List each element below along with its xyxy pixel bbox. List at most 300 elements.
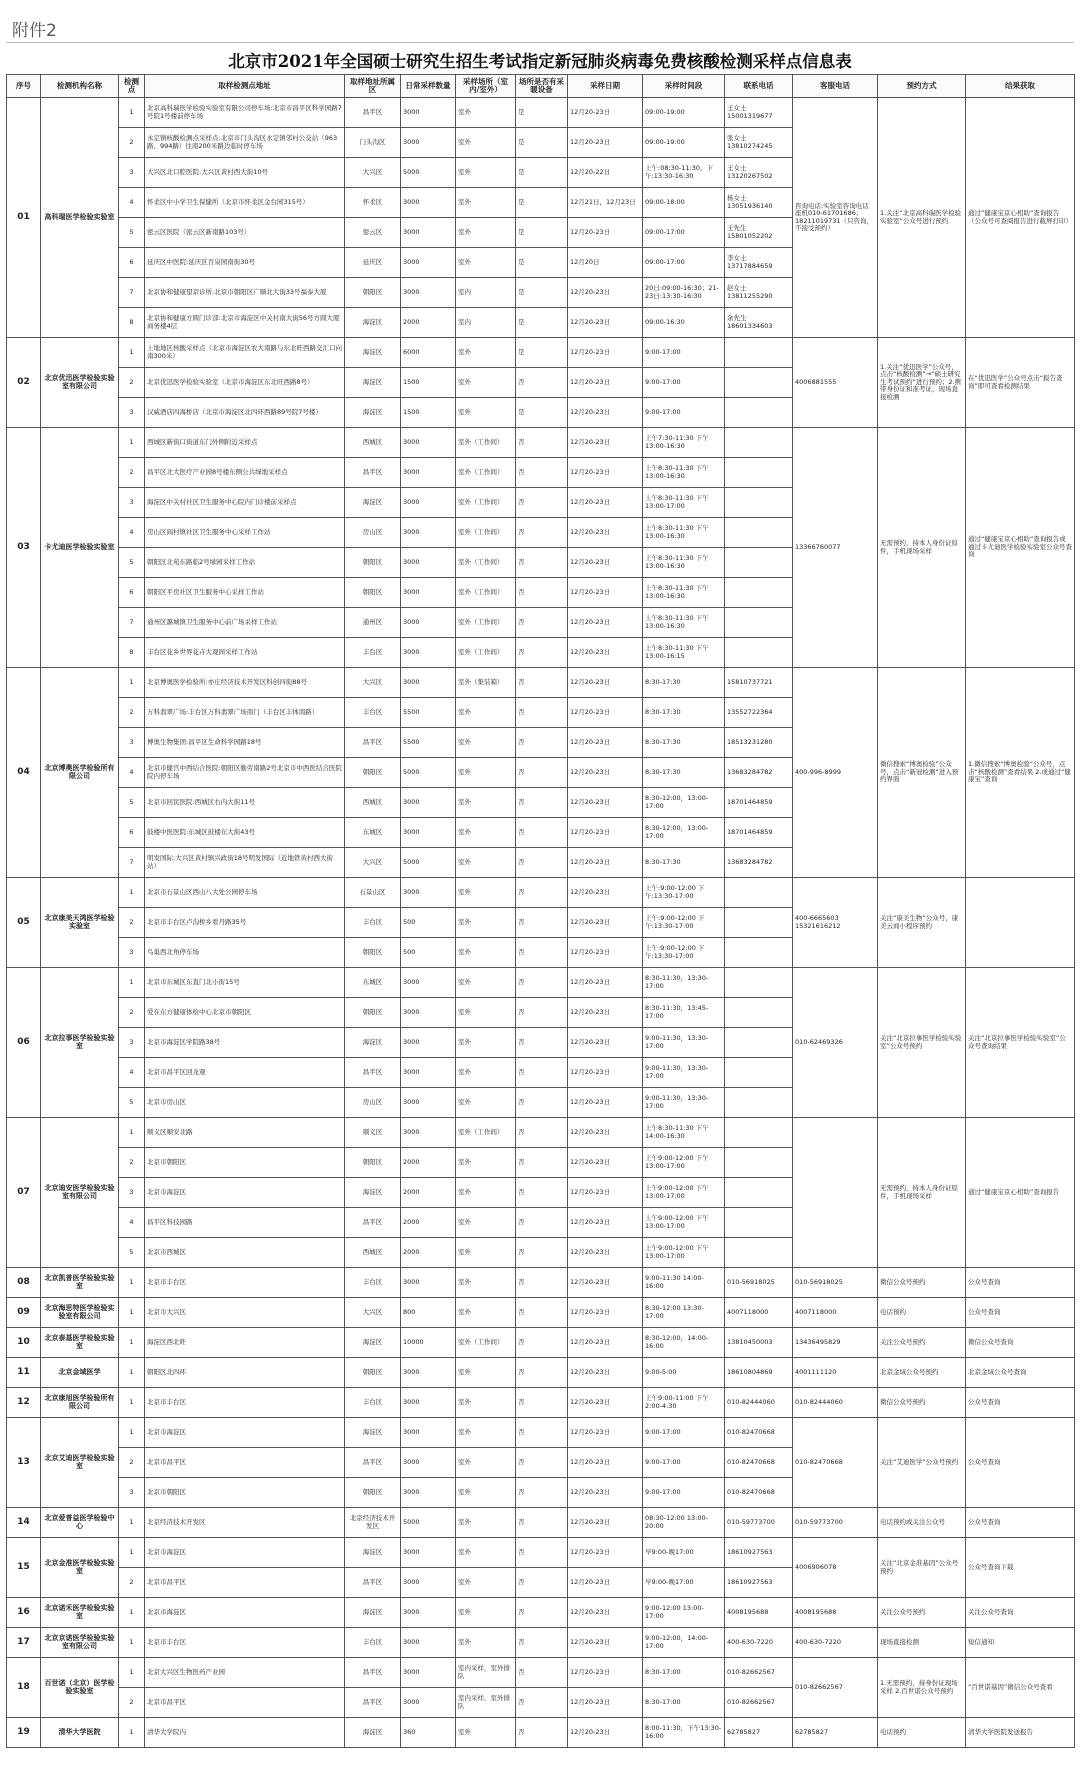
heating: 否 [516,548,568,578]
heating: 是 [516,98,568,128]
column-header: 取样地址所属区 [345,75,401,98]
sampling-place: 室外（工作间） [456,488,516,518]
service-hotline: 010-62469326 [793,968,878,1118]
daily-capacity: 3000 [401,1628,456,1658]
site-address: 北京市昌平区 [145,1688,345,1718]
institution-name: 百世诺（北京）医学检验实验室 [41,1658,119,1718]
daily-capacity: 3000 [401,968,456,998]
contact-phone [725,398,793,428]
table-row [7,1328,1075,1358]
heating: 是 [516,128,568,158]
service-hotline: 010-59773700 [793,1508,878,1538]
heating: 是 [516,158,568,188]
sampling-place: 室外（工作间） [456,458,516,488]
site-address: 房山区阎村镇社区卫生服务中心采样工作站 [145,518,345,548]
district: 丰台区 [345,1268,401,1298]
site-index: 3 [119,728,145,758]
contact-phone: 010-82470668 [725,1418,793,1448]
sampling-place: 室外 [456,218,516,248]
sampling-time: 9:00-5:00 [643,1358,725,1388]
site-address: 北京优迅医学检验实验室（北京市海淀区东北旺西路8号） [145,368,345,398]
sampling-place: 室外（工作间） [456,1328,516,1358]
sampling-time: 09:00-17:00 [643,248,725,278]
sampling-date: 12月20-23日 [568,1148,643,1178]
heating: 否 [516,1478,568,1508]
daily-capacity: 2000 [401,1238,456,1268]
service-hotline: 010-82470668 [793,1418,878,1508]
booking-method: 电话预约 [878,1718,966,1748]
district: 海淀区 [345,1598,401,1628]
sampling-date: 12月20-23日 [568,1118,643,1148]
sampling-time: 8:30-17:30 [643,668,725,698]
heating: 否 [516,458,568,488]
sampling-time: 9:00-17:00 [643,1448,725,1478]
sampling-date: 12月20-23日 [568,1298,643,1328]
service-hotline: 4007118000 [793,1298,878,1328]
group-number: 08 [7,1268,41,1298]
site-index: 4 [119,188,145,218]
district: 朝阳区 [345,1478,401,1508]
sampling-date: 12月20-22日 [568,158,643,188]
contact-phone: 王女士15001319677 [725,98,793,128]
sampling-date: 12月20-23日 [568,1508,643,1538]
district: 通州区 [345,608,401,638]
heating: 否 [516,998,568,1028]
sampling-time: 上午:9:00-12:00 下午:13:30-17:00 [643,908,725,938]
heating: 否 [516,1388,568,1418]
sampling-place: 室外 [456,1448,516,1478]
sampling-date: 12月20-23日 [568,1628,643,1658]
booking-method: 关注公众号预约 [878,1598,966,1628]
sampling-time: 09:00-18:00 [643,188,725,218]
column-header: 采样场所（室内/室外） [456,75,516,98]
table-row [7,668,1075,698]
site-address: 北京市昌平区 [145,1448,345,1478]
sampling-date: 12月20-23日 [568,368,643,398]
result-retrieval: 公众号查询 [966,1418,1075,1508]
daily-capacity: 3000 [401,1658,456,1688]
sampling-date: 12月20-23日 [568,218,643,248]
result-retrieval: 关注“北京拉事医学检验实验室”公众号查询结果 [966,968,1075,1118]
heating: 否 [516,608,568,638]
site-address: 延庆区中医院:延庆区百泉园南街30号 [145,248,345,278]
group-number: 05 [7,878,41,968]
site-index: 7 [119,848,145,878]
site-address: 北京高科瑞医学检验实验室有限公司停车场:北京市昌平区科学园路7号院1号楼前停车场 [145,98,345,128]
daily-capacity: 5000 [401,848,456,878]
result-retrieval: 北京金域公众号查询 [966,1358,1075,1388]
district: 密云区 [345,218,401,248]
district: 海淀区 [345,1178,401,1208]
sampling-date: 12月20-23日 [568,1718,643,1748]
heating: 否 [516,1148,568,1178]
sampling-time: 9:00-17:00 [643,1478,725,1508]
sampling-date: 12月20-23日 [568,878,643,908]
district: 昌平区 [345,1568,401,1598]
site-address: 北京市海淀区学院路38号 [145,1028,345,1058]
sampling-time: 上午9:00-12:00 下午13:00-17:00 [643,1148,725,1178]
heating: 是 [516,188,568,218]
daily-capacity: 3000 [401,128,456,158]
site-address: 西城区新街口街道东门外侧附近采样点 [145,428,345,458]
group-number: 16 [7,1598,41,1628]
site-address: 通州区潞城镇卫生服务中心前广场采样工作站 [145,608,345,638]
heating: 否 [516,1688,568,1718]
district: 朝阳区 [345,278,401,308]
sampling-place: 室外 [456,1358,516,1388]
sampling-date: 12月20-23日 [568,458,643,488]
service-hotline: 010-56918025 [793,1268,878,1298]
contact-phone: 010-56918025 [725,1268,793,1298]
sampling-time: 上午9:00-12:00 下午13:00-17:00 [643,1208,725,1238]
sampling-place: 室外（工作间） [456,578,516,608]
sampling-time: 上午8:30-11:30 下午13:00-16:30 [643,518,725,548]
service-hotline [793,1118,878,1268]
site-index: 1 [119,1658,145,1688]
district: 海淀区 [345,1028,401,1058]
group-number: 14 [7,1508,41,1538]
service-hotline: 13366760077 [793,428,878,668]
site-index: 2 [119,1148,145,1178]
contact-phone [725,608,793,638]
sampling-date: 12月20-23日 [568,968,643,998]
service-hotline: 62785827 [793,1718,878,1748]
site-index: 5 [119,218,145,248]
sampling-place: 室外 [456,908,516,938]
site-index: 5 [119,1088,145,1118]
sampling-date: 12月20-23日 [568,488,643,518]
contact-phone: 余先生18601334603 [725,308,793,338]
daily-capacity: 3000 [401,608,456,638]
sampling-place: 室外 [456,188,516,218]
contact-phone [725,1208,793,1238]
daily-capacity: 3000 [401,548,456,578]
sampling-time: 上午8:30-11:30 下午13:00-16:30 [643,548,725,578]
sampling-place: 室外 [456,1508,516,1538]
sampling-time: 上午7:30-11:30 下午13:00-16:30 [643,428,725,458]
sampling-time: 上午9:00-12:00 下午13:00-17:00 [643,1178,725,1208]
sampling-date: 12月20-23日 [568,1328,643,1358]
daily-capacity: 3000 [401,428,456,458]
heating: 是 [516,248,568,278]
sampling-time: 8:30-17:30 [643,758,725,788]
district: 海淀区 [345,488,401,518]
institution-name: 清华大学医院 [41,1718,119,1748]
sampling-time: 8:30-17:00 [643,1688,725,1718]
site-address: 怀柔区中小学卫生保健所（北京市怀柔区金台园315号） [145,188,345,218]
site-address: 朝阳区平房社区卫生服务中心采样工作站 [145,578,345,608]
institution-name: 北京拉事医学检验实验室 [41,968,119,1118]
district: 东城区 [345,818,401,848]
table-header-row [7,75,1075,98]
site-address: 北京市东城区东直门北小街15号 [145,968,345,998]
institution-name: 北京泰基医学检验实验室 [41,1328,119,1358]
contact-phone [725,998,793,1028]
sampling-date: 12月20-23日 [568,728,643,758]
site-address: 万科翡翠广场:丰台区万科翡翠广场南门（丰台区丰体南路） [145,698,345,728]
sampling-date: 12月20-23日 [568,788,643,818]
district: 丰台区 [345,908,401,938]
daily-capacity: 3000 [401,1388,456,1418]
sampling-date: 12月20-23日 [568,1058,643,1088]
contact-phone [725,1088,793,1118]
site-address: 上地地区核酸采样点（北京市海淀区农大南路与东北旺西路交汇口向南300米） [145,338,345,368]
site-address: 北京经济技术开发区 [145,1508,345,1538]
sampling-place: 室外 [456,788,516,818]
attachment-header [6,6,1074,43]
sampling-date: 12月20-23日 [568,278,643,308]
site-index: 8 [119,638,145,668]
sampling-time: 上午9:00-11:00 下午2:00-4:30 [643,1388,725,1418]
heating: 否 [516,488,568,518]
group-number: 02 [7,338,41,428]
sampling-time: 上午8:30-11:30 下午13:00-16:30 [643,578,725,608]
sampling-time: 9:00-12:00 13:00-17:00 [643,1598,725,1628]
daily-capacity: 1500 [401,398,456,428]
sampling-time: 9:00-11:30，13:30-17:00 [643,1028,725,1058]
daily-capacity: 3000 [401,1598,456,1628]
site-index: 3 [119,1478,145,1508]
sampling-place: 室外 [456,1718,516,1748]
booking-method: 无需预约，持本人身份证原件，手机现场采样 [878,1118,966,1268]
result-retrieval: 短信通知 [966,1628,1075,1658]
sampling-place: 室外 [456,1598,516,1628]
site-index: 1 [119,1358,145,1388]
booking-method: 微信公众号预约 [878,1388,966,1418]
contact-phone [725,908,793,938]
district: 海淀区 [345,1328,401,1358]
column-header: 检测点 [119,75,145,98]
sampling-time: 上午:08:30-11:30，下午:13:30-16:30 [643,158,725,188]
service-hotline: 010-82662567 [793,1658,878,1718]
contact-phone: 18701464859 [725,788,793,818]
sampling-date: 12月20-23日 [568,1538,643,1568]
district: 西城区 [345,428,401,458]
sampling-time: 8:30-12:00，13:00-17:00 [643,818,725,848]
group-number: 12 [7,1388,41,1418]
district: 延庆区 [345,248,401,278]
sampling-place: 室外 [456,128,516,158]
column-header: 取样检测点地址 [145,75,345,98]
daily-capacity: 3000 [401,1568,456,1598]
institution-name: 北京诺禾医学检验实验室 [41,1598,119,1628]
table-row [7,1658,1075,1688]
sampling-date: 12月20-23日 [568,338,643,368]
site-index: 2 [119,998,145,1028]
district: 朝阳区 [345,758,401,788]
column-header: 预约方式 [878,75,966,98]
institution-name: 北京康旭医学检验所有限公司 [41,1388,119,1418]
daily-capacity: 3000 [401,1118,456,1148]
district: 朝阳区 [345,998,401,1028]
site-index: 2 [119,128,145,158]
heating: 否 [516,428,568,458]
contact-phone [725,1028,793,1058]
site-address: 汉威酒店四海桥店（北京市海淀区北四环西路89号院7号楼） [145,398,345,428]
daily-capacity: 2000 [401,308,456,338]
sampling-place: 室外（工作间） [456,638,516,668]
sampling-time: 9:00-17:00 [643,368,725,398]
institution-name: 北京爱普益医学检验中心 [41,1508,119,1538]
document-title: 北京市2021年全国硕士研究生招生考试指定新冠肺炎病毒免费核酸检测采样点信息表 [228,52,852,71]
result-retrieval [966,878,1075,968]
site-address: 鸟巢西北角停车场 [145,938,345,968]
booking-method: 电话预约或关注公众号 [878,1508,966,1538]
column-header: 序号 [7,75,41,98]
institution-name: 北京海思特医学检验实验室有限公司 [41,1298,119,1328]
institution-name: 北京艾迪医学检验实验室 [41,1418,119,1508]
sampling-place: 室外 [456,1208,516,1238]
heating: 是 [516,218,568,248]
sampling-place: 室外 [456,728,516,758]
sampling-date: 12月20-23日 [568,608,643,638]
daily-capacity: 3000 [401,998,456,1028]
sampling-time: 8:30-12:00，14:00-16:00 [643,1328,725,1358]
table-row [7,1388,1075,1418]
booking-method: 电话预约 [878,1298,966,1328]
site-address: 博奥生物集团:昌平区生命科学园路18号 [145,728,345,758]
heating: 否 [516,668,568,698]
booking-method: 无需预约，持本人身份证原件，手机现场采样 [878,428,966,668]
service-hotline: 010-82444060 [793,1388,878,1418]
heating: 否 [516,518,568,548]
group-number: 11 [7,1358,41,1388]
table-row [7,1538,1075,1568]
site-index: 8 [119,308,145,338]
site-index: 7 [119,278,145,308]
site-address: 北京市昌平区回龙观 [145,1058,345,1088]
daily-capacity: 3000 [401,878,456,908]
sampling-place: 室外 [456,758,516,788]
site-index: 5 [119,788,145,818]
daily-capacity: 5500 [401,728,456,758]
contact-phone: 王女士13120267502 [725,158,793,188]
sampling-date: 12月20-23日 [568,428,643,458]
daily-capacity: 3000 [401,1478,456,1508]
group-number: 15 [7,1538,41,1598]
service-hotline: 400-6665603 15321616212 [793,878,878,968]
sampling-date: 12月20-23日 [568,1358,643,1388]
group-number: 07 [7,1118,41,1268]
table-row [7,1508,1075,1538]
contact-phone [725,548,793,578]
service-hotline: 4001111120 [793,1358,878,1388]
contact-phone: 400-630-7220 [725,1628,793,1658]
sampling-place: 室外 [456,398,516,428]
daily-capacity: 3000 [401,1268,456,1298]
sampling-place: 室外 [456,1298,516,1328]
sampling-time: 早9:00-晚17:00 [643,1538,725,1568]
site-address: 北京市健宫中西结合医院:朝阳区勤劳南路2号北京市中西医结合医院院内停车场 [145,758,345,788]
district: 丰台区 [345,698,401,728]
site-address: 爱在东方健康体检中心北京市朝阳区 [145,998,345,1028]
sampling-time: 09:00-16:30 [643,308,725,338]
heating: 否 [516,758,568,788]
site-address: 北京博奥医学检验所:亦庄经济技术开发区科创四街88号 [145,668,345,698]
daily-capacity: 3000 [401,1028,456,1058]
daily-capacity: 3000 [401,1088,456,1118]
daily-capacity: 3000 [401,458,456,488]
site-index: 5 [119,548,145,578]
district: 海淀区 [345,1718,401,1748]
booking-method: 北京金域公众号预约 [878,1358,966,1388]
sampling-place: 室外 [456,338,516,368]
institution-name: 北京康美天鸿医学检验实验室 [41,878,119,968]
sampling-time: 上午8:30-11:30 下午14:00-16:30 [643,1118,725,1148]
institution-name: 卡尤迪医学检验实验室 [41,428,119,668]
site-address: 北京市房山区 [145,1088,345,1118]
table-row [7,1118,1075,1148]
heating: 是 [516,308,568,338]
district: 大兴区 [345,668,401,698]
sampling-date: 12月20-23日 [568,1448,643,1478]
sampling-date: 12月20-23日 [568,1388,643,1418]
booking-method: 微信搜索“博奥检验”公众号，点击“新冠检测”进入预约界面 [878,668,966,878]
heating: 是 [516,398,568,428]
group-number: 06 [7,968,41,1118]
site-index: 1 [119,1388,145,1418]
district: 怀柔区 [345,188,401,218]
heating: 否 [516,728,568,758]
sampling-time: 早9:00-晚17:00 [643,1568,725,1598]
sampling-time: 9:00-17:00 [643,338,725,368]
district: 昌平区 [345,1658,401,1688]
contact-phone [725,578,793,608]
site-address: 北京市西城区 [145,1238,345,1268]
contact-phone: 13552722364 [725,698,793,728]
site-index: 1 [119,1628,145,1658]
district: 大兴区 [345,1298,401,1328]
heating: 否 [516,1238,568,1268]
sampling-place: 室内 [456,308,516,338]
site-index: 3 [119,488,145,518]
site-address: 北京市海淀区 [145,1178,345,1208]
daily-capacity: 10000 [401,1328,456,1358]
district: 昌平区 [345,1208,401,1238]
heating: 否 [516,1628,568,1658]
sampling-date: 12月20-23日 [568,1478,643,1508]
daily-capacity: 5500 [401,698,456,728]
sampling-date: 12月20-23日 [568,128,643,158]
sampling-time: 9:00-17:00 [643,398,725,428]
sampling-date: 12月20-23日 [568,758,643,788]
sampling-time: 上午8:30-11:30 下午13:00-17:00 [643,488,725,518]
contact-phone [725,368,793,398]
site-index: 1 [119,1598,145,1628]
heating: 否 [516,1598,568,1628]
site-address: 朝阳区北四环 [145,1358,345,1388]
sampling-place: 室外 [456,248,516,278]
column-header: 场所是否有采暖设备 [516,75,568,98]
contact-phone: 010-82444060 [725,1388,793,1418]
sampling-date: 12月20-23日 [568,98,643,128]
sampling-date: 12月20-23日 [568,638,643,668]
site-index: 1 [119,1298,145,1328]
district: 海淀区 [345,1538,401,1568]
sampling-date: 12月20-23日 [568,548,643,578]
sampling-date: 12月20日 [568,248,643,278]
sampling-place: 室外 [456,98,516,128]
site-index: 4 [119,518,145,548]
site-address: 昌平区北大医疗产业园8号楼东侧公共绿地采样点 [145,458,345,488]
contact-phone [725,938,793,968]
booking-method: 关注“康美生物”公众号，康美云商小程序预约 [878,878,966,968]
contact-phone [725,638,793,668]
heating: 否 [516,1448,568,1478]
sampling-date: 12月20-23日 [568,1208,643,1238]
result-retrieval: 清华大学医院发送报告 [966,1718,1075,1748]
contact-phone: 4007118000 [725,1298,793,1328]
